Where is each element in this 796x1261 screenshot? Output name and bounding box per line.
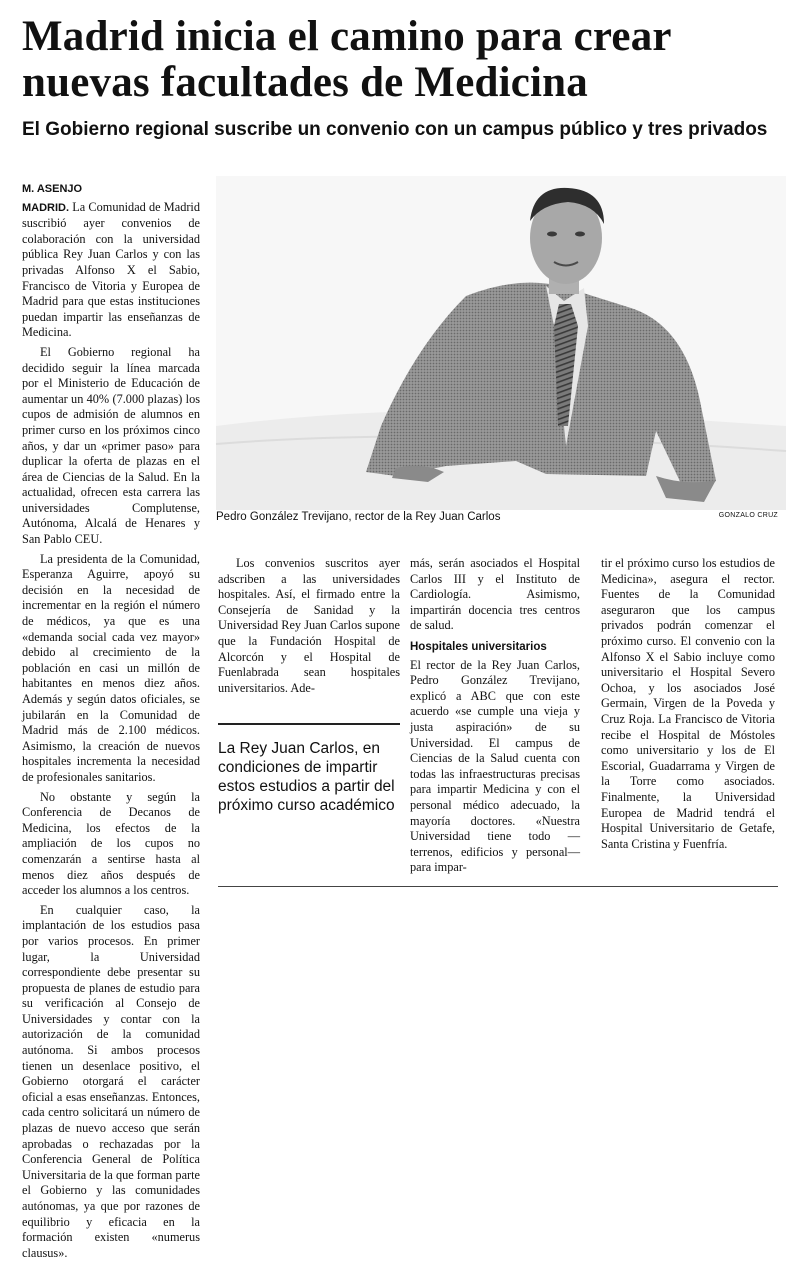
- paragraph: El Gobierno regional ha decidido seguir la línea marcada por el Ministerio de Educación de aumentar un 40% (7.000 plazas) los cupos de admisión de alumnos en primer curso en los próximos cinco años, y dar un «primer paso» para duplicar la oferta de plazas en el área de Ciencias de la Salud. En la actualidad, ofrecen esta carrera las universidades Complutense, Autónoma, Alcalá de Henares y San Pablo CEU.: [22, 344, 200, 547]
- article-column-3: [410, 556, 580, 880]
- headline-line-1: Madrid inicia el camino para crear: [22, 13, 672, 60]
- paragraph: tir el próximo curso los estudios de Medicina», asegura el rector. Fuentes de la Comunidad aseguraron que los campus privados podrán comenzar el próximo curso. El convenio con la Alfonso X el Sabio incluye como universitario el Hospital Severo Ochoa, y los asociados José Germain, Virgen de la Poveda y Cruz Roja. La Francisco de Vitoria recibe el Hospital de Móstoles como universitario y los de El Escorial, Guadarrama y Virgen de la Torre como asociados. Finalmente, la Universidad Europea de Madrid tendrá el Hospital Universitario de Getafe, Santa Cristina y Fuenfría.: [601, 556, 775, 851]
- paragraph: No obstante y según la Conferencia de Decanos de Medicina, los efectos de la ampliación de los cupos no comenzarán a sentirse hasta al menos diez años después de acceder los alumnos a los centros.: [22, 789, 200, 898]
- paragraph-text: La Comunidad de Madrid suscribió ayer convenios de colaboración con la universidad pública Rey Juan Carlos y con las privadas Alfonso X el Sabio, Francisco de Vitoria y Europea de Madrid para que estas instituciones puedan impartir las enseñanzas de Medicina.: [22, 199, 200, 340]
- photo-credit: GONZALO CRUZ: [718, 512, 778, 519]
- paragraph: En cualquier caso, la implantación de los estudios pasa por varios procesos. En primer lugar, la Universidad correspondiente debe presentar su propuesta de planes de estudio para su verificación al Consejo de Universidades y contar con la autorización de la comunidad autónoma. Si ambos procesos tienen un desenlace positivo, el Gobierno otorgará el carácter oficial a esas enseñanzas. Entonces, cada centro solicitará un número de plazas de nuevo acceso que serán aprobadas o rechazadas por la Conferencia General de Política Universitaria de la que forman parte el Gobierno y las comunidades autónomas, ya que por razones de equilibrio y eficacia en la formación existen «numerus clausus».: [22, 902, 200, 1260]
- dateline: MADRID.: [22, 201, 70, 214]
- article-column-2: [218, 556, 400, 700]
- caption-text: Pedro González Trevijano, rector de la Rey Juan Carlos: [216, 511, 501, 523]
- byline: M. ASENJO: [22, 183, 83, 195]
- section-heading: Hospitales universitarios: [410, 640, 547, 653]
- subheadline: El Gobierno regional suscribe un convenio con un campus público y tres privados: [22, 119, 768, 140]
- paragraph: más, serán asociados el Hospital Carlos III y el Instituto de Cardiología. Asimismo, impartirán docencia tres centros de salud.: [410, 556, 580, 633]
- paragraph: La presidenta de la Comunidad, Esperanza Aguirre, apoyó su decisión en la necesidad de incrementar en la región el número de médicos, ya que es una «demanda social cada vez mayor» debido al crecimiento de la población en casi un millón de habitantes en menos diez años. Además y según datos oficiales, se jubilarán en la Comunidad de Madrid más de 2.100 médicos. Asimismo, la creación de nuevos hospitales incrementa la necesidad de profesionales sanitarios.: [22, 551, 200, 784]
- bottom-divider: [218, 886, 778, 887]
- rector-portrait-image: [216, 176, 786, 510]
- article-column-1: [22, 182, 200, 1260]
- rector-photo: [216, 176, 786, 510]
- photo-caption: [216, 511, 786, 523]
- pull-quote: La Rey Juan Carlos, en condiciones de impartir estos estudios a partir del próximo curso académico: [218, 723, 400, 815]
- headline: [22, 14, 792, 106]
- paragraph: [22, 200, 200, 341]
- paragraph: Los convenios suscritos ayer adscriben a las universidades hospitales. Así, el firmado entre la Consejería de Sanidad y la Universidad Rey Juan Carlos supone que la Fundación Hospital de Alcorcón y el Hospital de Fuenlabrada sean hospitales universitarios. Ade-: [218, 556, 400, 695]
- paragraph: El rector de la Rey Juan Carlos, Pedro González Trevijano, explicó a ABC que con este acuerdo «se cumple una vieja y justa aspiración» de su Universidad. El campus de Ciencias de la Salud cuenta con todas las infraestructuras precisas para impartir Medicina y con el personal médico adecuado, la mayoría doctores. «Nuestra Universidad tiene todo —terrenos, edificios y personal— para impar-: [410, 657, 580, 875]
- headline-line-2: nuevas facultades de Medicina: [22, 59, 588, 106]
- article-column-4: [601, 556, 775, 856]
